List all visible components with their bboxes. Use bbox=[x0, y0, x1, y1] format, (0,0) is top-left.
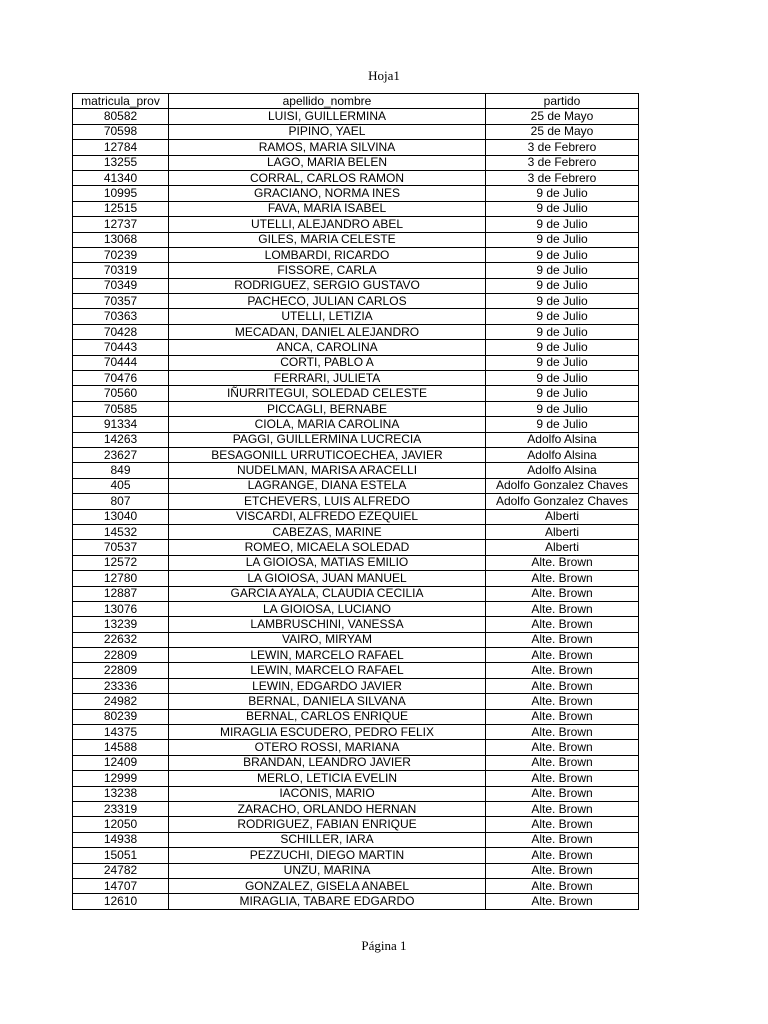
table-row bbox=[73, 170, 639, 185]
cell-matricula: 12999 bbox=[73, 771, 169, 786]
cell-partido: Alte. Brown bbox=[486, 878, 639, 893]
cell-matricula: 70444 bbox=[73, 355, 169, 370]
cell-partido: 9 de Julio bbox=[486, 417, 639, 432]
cell-matricula: 70357 bbox=[73, 294, 169, 309]
cell-matricula: 24982 bbox=[73, 694, 169, 709]
cell-partido: Alte. Brown bbox=[486, 801, 639, 816]
table-row bbox=[73, 155, 639, 170]
cell-apellido-nombre: SCHILLER, IARA bbox=[169, 832, 486, 847]
cell-matricula: 15051 bbox=[73, 848, 169, 863]
column-header-matricula: matricula_prov bbox=[73, 94, 169, 109]
cell-partido: Alte. Brown bbox=[486, 863, 639, 878]
cell-apellido-nombre: CIOLA, MARIA CAROLINA bbox=[169, 417, 486, 432]
cell-matricula: 12887 bbox=[73, 586, 169, 601]
cell-apellido-nombre: VISCARDI, ALFREDO EZEQUIEL bbox=[169, 509, 486, 524]
cell-partido: 9 de Julio bbox=[486, 401, 639, 416]
table-row bbox=[73, 678, 639, 693]
cell-partido: 9 de Julio bbox=[486, 355, 639, 370]
cell-matricula: 12050 bbox=[73, 817, 169, 832]
cell-apellido-nombre: CORTI, PABLO A bbox=[169, 355, 486, 370]
cell-apellido-nombre: GARCIA AYALA, CLAUDIA CECILIA bbox=[169, 586, 486, 601]
table-row bbox=[73, 386, 639, 401]
table-row bbox=[73, 894, 639, 909]
cell-matricula: 23336 bbox=[73, 678, 169, 693]
cell-partido: Alte. Brown bbox=[486, 586, 639, 601]
table-row bbox=[73, 463, 639, 478]
table-row bbox=[73, 663, 639, 678]
cell-apellido-nombre: BRANDAN, LEANDRO JAVIER bbox=[169, 755, 486, 770]
cell-matricula: 91334 bbox=[73, 417, 169, 432]
table-row bbox=[73, 694, 639, 709]
table-row bbox=[73, 555, 639, 570]
cell-apellido-nombre: BERNAL, DANIELA SILVANA bbox=[169, 694, 486, 709]
cell-matricula: 12784 bbox=[73, 140, 169, 155]
cell-matricula: 23319 bbox=[73, 801, 169, 816]
cell-apellido-nombre: BERNAL, CARLOS ENRIQUE bbox=[169, 709, 486, 724]
table-row bbox=[73, 247, 639, 262]
cell-matricula: 80582 bbox=[73, 109, 169, 124]
cell-matricula: 23627 bbox=[73, 447, 169, 462]
cell-matricula: 12780 bbox=[73, 571, 169, 586]
cell-matricula: 70585 bbox=[73, 401, 169, 416]
cell-partido: Alte. Brown bbox=[486, 601, 639, 616]
cell-matricula: 70239 bbox=[73, 247, 169, 262]
cell-partido: 9 de Julio bbox=[486, 371, 639, 386]
cell-apellido-nombre: LEWIN, EDGARDO JAVIER bbox=[169, 678, 486, 693]
cell-matricula: 22809 bbox=[73, 648, 169, 663]
cell-apellido-nombre: UTELLI, ALEJANDRO ABEL bbox=[169, 217, 486, 232]
cell-matricula: 41340 bbox=[73, 170, 169, 185]
cell-matricula: 13076 bbox=[73, 601, 169, 616]
cell-partido: 9 de Julio bbox=[486, 232, 639, 247]
cell-partido: Alberti bbox=[486, 540, 639, 555]
cell-matricula: 12737 bbox=[73, 217, 169, 232]
cell-partido: 9 de Julio bbox=[486, 340, 639, 355]
cell-matricula: 13238 bbox=[73, 786, 169, 801]
table-row bbox=[73, 432, 639, 447]
table-body bbox=[73, 109, 639, 909]
cell-matricula: 14707 bbox=[73, 878, 169, 893]
cell-partido: Adolfo Alsina bbox=[486, 432, 639, 447]
cell-apellido-nombre: RAMOS, MARIA SILVINA bbox=[169, 140, 486, 155]
cell-partido: Alte. Brown bbox=[486, 755, 639, 770]
cell-apellido-nombre: PEZZUCHI, DIEGO MARTIN bbox=[169, 848, 486, 863]
table-header-row bbox=[73, 94, 639, 109]
table-row bbox=[73, 263, 639, 278]
cell-matricula: 12610 bbox=[73, 894, 169, 909]
table-row bbox=[73, 232, 639, 247]
cell-matricula: 70443 bbox=[73, 340, 169, 355]
table-row bbox=[73, 755, 639, 770]
cell-apellido-nombre: IÑURRITEGUI, SOLEDAD CELESTE bbox=[169, 386, 486, 401]
table-row bbox=[73, 832, 639, 847]
cell-partido: 9 de Julio bbox=[486, 324, 639, 339]
cell-partido: 25 de Mayo bbox=[486, 109, 639, 124]
table-row bbox=[73, 725, 639, 740]
cell-partido: 9 de Julio bbox=[486, 217, 639, 232]
table-row bbox=[73, 371, 639, 386]
cell-partido: Alte. Brown bbox=[486, 555, 639, 570]
table-row bbox=[73, 601, 639, 616]
table-row bbox=[73, 478, 639, 493]
cell-partido: Alte. Brown bbox=[486, 663, 639, 678]
cell-apellido-nombre: GILES, MARIA CELESTE bbox=[169, 232, 486, 247]
cell-partido: Alberti bbox=[486, 524, 639, 539]
table-row bbox=[73, 586, 639, 601]
table-row bbox=[73, 355, 639, 370]
data-table bbox=[72, 93, 639, 910]
table-row bbox=[73, 509, 639, 524]
cell-partido: 9 de Julio bbox=[486, 294, 639, 309]
cell-apellido-nombre: PACHECO, JULIAN CARLOS bbox=[169, 294, 486, 309]
table-row bbox=[73, 817, 639, 832]
table-row bbox=[73, 878, 639, 893]
cell-partido: Alte. Brown bbox=[486, 648, 639, 663]
table-row bbox=[73, 740, 639, 755]
cell-apellido-nombre: FERRARI, JULIETA bbox=[169, 371, 486, 386]
cell-apellido-nombre: LUISI, GUILLERMINA bbox=[169, 109, 486, 124]
table-row bbox=[73, 124, 639, 139]
cell-partido: 9 de Julio bbox=[486, 263, 639, 278]
cell-apellido-nombre: PAGGI, GUILLERMINA LUCRECIA bbox=[169, 432, 486, 447]
table-row bbox=[73, 340, 639, 355]
table-row bbox=[73, 494, 639, 509]
table-row bbox=[73, 648, 639, 663]
table-row bbox=[73, 709, 639, 724]
cell-partido: Adolfo Alsina bbox=[486, 463, 639, 478]
sheet-title: Hoja1 bbox=[368, 68, 400, 83]
table-row bbox=[73, 140, 639, 155]
cell-apellido-nombre: ETCHEVERS, LUIS ALFREDO bbox=[169, 494, 486, 509]
cell-apellido-nombre: CABEZAS, MARINE bbox=[169, 524, 486, 539]
cell-matricula: 80239 bbox=[73, 709, 169, 724]
cell-apellido-nombre: LA GIOIOSA, MATIAS EMILIO bbox=[169, 555, 486, 570]
cell-apellido-nombre: LA GIOIOSA, LUCIANO bbox=[169, 601, 486, 616]
cell-apellido-nombre: GRACIANO, NORMA INES bbox=[169, 186, 486, 201]
cell-partido: 25 de Mayo bbox=[486, 124, 639, 139]
cell-apellido-nombre: LEWIN, MARCELO RAFAEL bbox=[169, 663, 486, 678]
cell-partido: Alte. Brown bbox=[486, 848, 639, 863]
cell-apellido-nombre: CORRAL, CARLOS RAMON bbox=[169, 170, 486, 185]
cell-matricula: 13255 bbox=[73, 155, 169, 170]
cell-partido: Alte. Brown bbox=[486, 894, 639, 909]
table-row bbox=[73, 632, 639, 647]
cell-apellido-nombre: PIPINO, YAEL bbox=[169, 124, 486, 139]
cell-matricula: 70476 bbox=[73, 371, 169, 386]
table-row bbox=[73, 401, 639, 416]
table-row bbox=[73, 617, 639, 632]
table-row bbox=[73, 186, 639, 201]
column-header-apellido-nombre: apellido_nombre bbox=[169, 94, 486, 109]
table-row bbox=[73, 786, 639, 801]
cell-matricula: 12409 bbox=[73, 755, 169, 770]
table-row bbox=[73, 540, 639, 555]
cell-partido: 3 de Febrero bbox=[486, 140, 639, 155]
cell-matricula: 13040 bbox=[73, 509, 169, 524]
table-row bbox=[73, 771, 639, 786]
cell-matricula: 70363 bbox=[73, 309, 169, 324]
cell-apellido-nombre: VAIRO, MIRYAM bbox=[169, 632, 486, 647]
cell-matricula: 24782 bbox=[73, 863, 169, 878]
cell-partido: Alte. Brown bbox=[486, 771, 639, 786]
table-row bbox=[73, 324, 639, 339]
table-row bbox=[73, 571, 639, 586]
cell-apellido-nombre: RODRIGUEZ, SERGIO GUSTAVO bbox=[169, 278, 486, 293]
cell-matricula: 70598 bbox=[73, 124, 169, 139]
table-row bbox=[73, 417, 639, 432]
cell-matricula: 405 bbox=[73, 478, 169, 493]
cell-apellido-nombre: FAVA, MARIA ISABEL bbox=[169, 201, 486, 216]
cell-apellido-nombre: LAGO, MARIA BELEN bbox=[169, 155, 486, 170]
cell-partido: 9 de Julio bbox=[486, 247, 639, 262]
cell-apellido-nombre: OTERO ROSSI, MARIANA bbox=[169, 740, 486, 755]
cell-matricula: 14588 bbox=[73, 740, 169, 755]
cell-matricula: 14938 bbox=[73, 832, 169, 847]
cell-partido: Alte. Brown bbox=[486, 817, 639, 832]
cell-matricula: 13068 bbox=[73, 232, 169, 247]
cell-matricula: 10995 bbox=[73, 186, 169, 201]
table-row bbox=[73, 309, 639, 324]
cell-apellido-nombre: MIRAGLIA, TABARE EDGARDO bbox=[169, 894, 486, 909]
table-row bbox=[73, 201, 639, 216]
cell-matricula: 14532 bbox=[73, 524, 169, 539]
cell-partido: 3 de Febrero bbox=[486, 170, 639, 185]
cell-matricula: 70319 bbox=[73, 263, 169, 278]
cell-partido: Alte. Brown bbox=[486, 832, 639, 847]
cell-apellido-nombre: NUDELMAN, MARISA ARACELLI bbox=[169, 463, 486, 478]
cell-partido: Alte. Brown bbox=[486, 725, 639, 740]
table-row bbox=[73, 524, 639, 539]
cell-apellido-nombre: FISSORE, CARLA bbox=[169, 263, 486, 278]
cell-partido: Alte. Brown bbox=[486, 709, 639, 724]
cell-partido: Adolfo Gonzalez Chaves bbox=[486, 478, 639, 493]
table-row bbox=[73, 863, 639, 878]
column-header-partido: partido bbox=[486, 94, 639, 109]
cell-partido: 9 de Julio bbox=[486, 201, 639, 216]
cell-matricula: 14375 bbox=[73, 725, 169, 740]
cell-partido: Alberti bbox=[486, 509, 639, 524]
cell-partido: Alte. Brown bbox=[486, 786, 639, 801]
cell-matricula: 70560 bbox=[73, 386, 169, 401]
cell-partido: 9 de Julio bbox=[486, 186, 639, 201]
cell-apellido-nombre: LAMBRUSCHINI, VANESSA bbox=[169, 617, 486, 632]
cell-partido: 9 de Julio bbox=[486, 386, 639, 401]
cell-apellido-nombre: RODRIGUEZ, FABIAN ENRIQUE bbox=[169, 817, 486, 832]
cell-partido: Alte. Brown bbox=[486, 617, 639, 632]
cell-matricula: 849 bbox=[73, 463, 169, 478]
cell-partido: 3 de Febrero bbox=[486, 155, 639, 170]
cell-apellido-nombre: BESAGONILL URRUTICOECHEA, JAVIER bbox=[169, 447, 486, 462]
cell-partido: Alte. Brown bbox=[486, 632, 639, 647]
cell-apellido-nombre: GONZALEZ, GISELA ANABEL bbox=[169, 878, 486, 893]
cell-matricula: 14263 bbox=[73, 432, 169, 447]
cell-matricula: 807 bbox=[73, 494, 169, 509]
cell-apellido-nombre: LOMBARDI, RICARDO bbox=[169, 247, 486, 262]
cell-partido: Alte. Brown bbox=[486, 571, 639, 586]
cell-partido: 9 de Julio bbox=[486, 278, 639, 293]
table-row bbox=[73, 109, 639, 124]
cell-apellido-nombre: LA GIOIOSA, JUAN MANUEL bbox=[169, 571, 486, 586]
cell-apellido-nombre: LAGRANGE, DIANA ESTELA bbox=[169, 478, 486, 493]
cell-matricula: 70537 bbox=[73, 540, 169, 555]
table-row bbox=[73, 217, 639, 232]
cell-apellido-nombre: ZARACHO, ORLANDO HERNAN bbox=[169, 801, 486, 816]
cell-partido: Adolfo Alsina bbox=[486, 447, 639, 462]
cell-partido: 9 de Julio bbox=[486, 309, 639, 324]
cell-matricula: 12515 bbox=[73, 201, 169, 216]
cell-apellido-nombre: MIRAGLIA ESCUDERO, PEDRO FELIX bbox=[169, 725, 486, 740]
cell-apellido-nombre: ROMEO, MICAELA SOLEDAD bbox=[169, 540, 486, 555]
cell-apellido-nombre: LEWIN, MARCELO RAFAEL bbox=[169, 648, 486, 663]
cell-partido: Adolfo Gonzalez Chaves bbox=[486, 494, 639, 509]
cell-partido: Alte. Brown bbox=[486, 740, 639, 755]
cell-partido: Alte. Brown bbox=[486, 694, 639, 709]
table-row bbox=[73, 447, 639, 462]
cell-apellido-nombre: UTELLI, LETIZIA bbox=[169, 309, 486, 324]
cell-matricula: 70428 bbox=[73, 324, 169, 339]
cell-matricula: 22632 bbox=[73, 632, 169, 647]
table-row bbox=[73, 278, 639, 293]
cell-apellido-nombre: UNZU, MARINA bbox=[169, 863, 486, 878]
cell-matricula: 70349 bbox=[73, 278, 169, 293]
table-row bbox=[73, 848, 639, 863]
table-row bbox=[73, 801, 639, 816]
table-row bbox=[73, 294, 639, 309]
cell-apellido-nombre: ANCA, CAROLINA bbox=[169, 340, 486, 355]
cell-matricula: 13239 bbox=[73, 617, 169, 632]
cell-matricula: 12572 bbox=[73, 555, 169, 570]
cell-matricula: 22809 bbox=[73, 663, 169, 678]
cell-apellido-nombre: PICCAGLI, BERNABE bbox=[169, 401, 486, 416]
cell-apellido-nombre: MECADAN, DANIEL ALEJANDRO bbox=[169, 324, 486, 339]
page-footer: Página 1 bbox=[361, 938, 407, 953]
cell-partido: Alte. Brown bbox=[486, 678, 639, 693]
cell-apellido-nombre: MERLO, LETICIA EVELIN bbox=[169, 771, 486, 786]
cell-apellido-nombre: IACONIS, MARIO bbox=[169, 786, 486, 801]
